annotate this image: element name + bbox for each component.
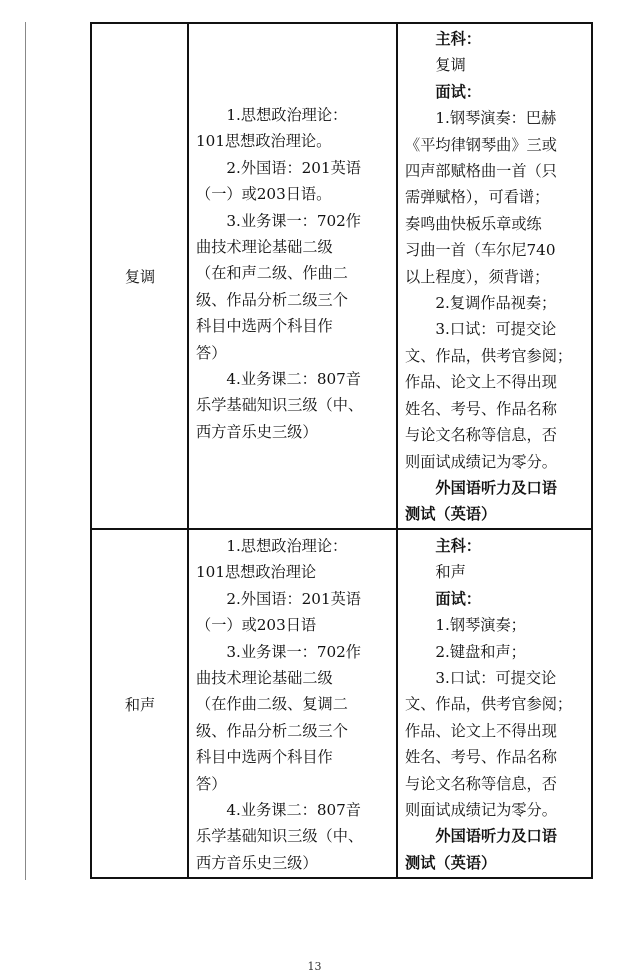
exam-line: 1.思想政治理论： [226,106,348,124]
retest-line: 1.钢琴演奏； [435,616,526,635]
retest-line: 《平均律钢琴曲》三或 [405,135,557,154]
exam-line: 乐学基础知识三级（中、 [196,396,364,415]
exam-line: 3.业务课一：702作 [226,642,361,661]
retest-heading: 测试（英语） [405,505,497,524]
retest-line: 1.钢琴演奏：巴赫 [435,109,557,128]
retest-line: 则面试成绩记为零分。 [405,452,557,471]
exam-line: 2.外国语：201英语 [226,158,361,177]
exam-line: 3.业务课一：702作 [226,211,361,230]
retest-line: 习曲一首（车尔尼740 [405,241,556,260]
retest-heading: 面试： [435,82,481,101]
row-divider [90,528,593,530]
left-rule [25,22,26,880]
retest-line: 与论文名称等信息，否 [405,774,557,793]
major-name: 复调 [124,268,156,286]
exam-line: 101思想政治理论。 [196,132,332,151]
retest-line: 3.口试：可提交论 [435,669,557,688]
exam-line: 曲技术理论基础二级 [196,238,333,257]
retest-line: 姓名、考号、作品名称 [405,399,557,418]
retest-line: 作品、论文上不得出现 [405,373,557,392]
page-number: 13 [307,960,322,973]
retest-heading: 外国语听力及口语 [435,827,557,846]
retest-line: 四声部赋格曲一首（只 [405,162,557,181]
retest-line: 与论文名称等信息，否 [405,426,557,445]
retest-line: 2.复调作品视奏； [435,294,557,313]
retest-content [405,26,591,528]
exam-line: 2.外国语：201英语 [226,589,361,608]
col-border-4 [591,22,593,879]
major-name: 和声 [124,696,156,714]
exam-line: （在作曲二级、复调二 [196,695,348,714]
retest-heading: 面试： [435,589,481,608]
exam-line: 乐学基础知识三级（中、 [196,827,364,846]
retest-line: 文、作品，供考官参阅； [405,695,573,714]
retest-line: 需弹赋格），可看谱； [405,188,550,207]
exam-line: 曲技术理论基础二级 [196,669,333,688]
retest-heading: 主科： [435,537,481,555]
retest-line: 复调 [435,56,466,75]
retest-heading: 测试（英语） [405,853,497,872]
retest-line: 奏鸣曲快板乐章或练 [405,214,542,233]
exam-line: 科目中选两个科目作 [196,748,333,767]
top-border [90,22,593,24]
exam-line: 1.思想政治理论： [226,537,348,555]
col-border-2 [187,22,189,879]
retest-line: 以上程度），须背谱； [405,267,550,286]
retest-line: 文、作品，供考官参阅； [405,346,573,365]
exam-line: （在和声二级、作曲二 [196,264,348,283]
exam-subjects [196,533,392,876]
exam-line: 西方音乐史三级） [196,853,318,872]
col-border-1 [90,22,92,879]
exam-line: 西方音乐史三级） [196,422,318,441]
exam-line: （一）或203日语 [196,616,317,635]
exam-line: 4.业务课二：807音 [226,801,361,820]
col-border-3 [396,22,398,879]
retest-heading: 主科： [435,30,481,48]
bottom-border [90,877,593,879]
exam-subjects [196,102,392,445]
retest-line: 作品、论文上不得出现 [405,721,557,740]
exam-line: 级、作品分析二级三个 [196,290,348,309]
retest-line: 和声 [435,563,466,582]
exam-line: 答） [196,343,227,362]
exam-line: 科目中选两个科目作 [196,317,333,336]
retest-line: 3.口试：可提交论 [435,320,557,339]
exam-line: 答） [196,774,227,793]
exam-line: 4.业务课二：807音 [226,370,361,389]
retest-line: 则面试成绩记为零分。 [405,801,557,820]
retest-line: 2.键盘和声； [435,642,526,661]
exam-line: 级、作品分析二级三个 [196,721,348,740]
retest-line: 姓名、考号、作品名称 [405,748,557,767]
exam-line: （一）或203日语。 [196,185,332,204]
exam-line: 101思想政治理论 [196,563,317,582]
retest-heading: 外国语听力及口语 [435,478,557,497]
retest-content [405,533,591,876]
